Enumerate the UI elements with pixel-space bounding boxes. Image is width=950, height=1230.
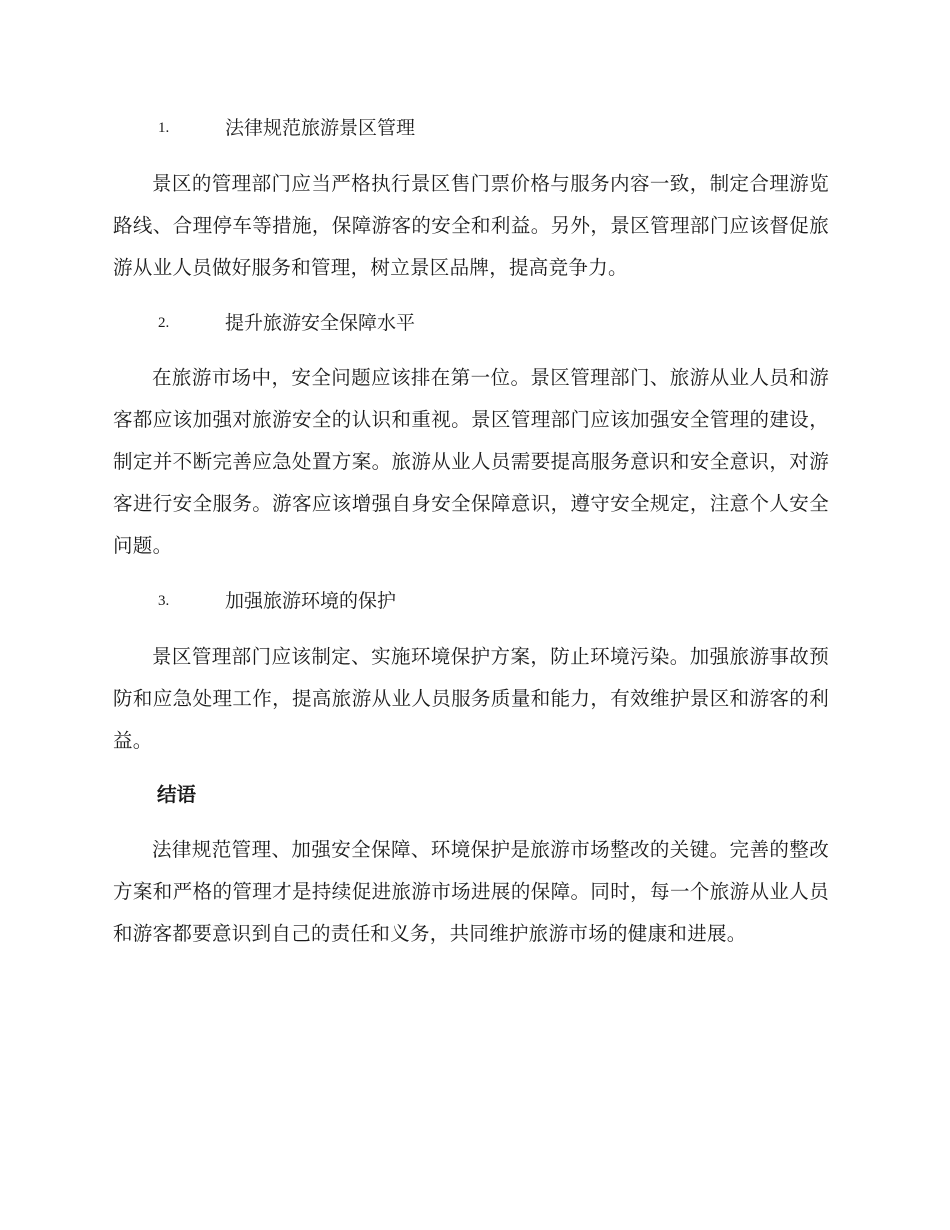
section-number: 2.	[158, 315, 170, 331]
section-number: 3.	[158, 593, 170, 609]
section-title: 提升旅游安全保障水平	[225, 312, 416, 334]
section-paragraph-2: 在旅游市场中，安全问题应该排在第一位。景区管理部门、旅游从业人员和游客都应该加强对旅游安全的认识和重视。景区管理部门应该加强安全管理的建设，制定并不断完善应急处置方案。旅游从业人员需要提高服务意识和安全意识，对游客进行安全服务。游客应该增强自身安全保障意识，遵守安全规定，注意个人安全问题。	[113, 366, 829, 557]
conclusion-title: 结语	[157, 783, 197, 806]
section-title: 加强旅游环境的保护	[225, 590, 397, 612]
section-paragraph-1: 景区的管理部门应当严格执行景区售门票价格与服务内容一致，制定合理游览路线、合理停车等措施，保障游客的安全和利益。另外，景区管理部门应该督促旅游从业人员做好服务和管理，树立景区品牌，提高竞争力。	[113, 172, 829, 279]
conclusion-paragraph: 法律规范管理、加强安全保障、环境保护是旅游市场整改的关键。完善的整改方案和严格的管理才是持续促进旅游市场进展的保障。同时，每一个旅游从业人员和游客都要意识到自己的责任和义务，共同维护旅游市场的健康和进展。	[113, 838, 829, 945]
section-number: 1.	[158, 120, 170, 136]
section-paragraph-3: 景区管理部门应该制定、实施环境保护方案，防止环境污染。加强旅游事故预防和应急处理工作，提高旅游从业人员服务质量和能力，有效维护景区和游客的利益。	[113, 645, 829, 752]
section-title: 法律规范旅游景区管理	[225, 117, 416, 139]
